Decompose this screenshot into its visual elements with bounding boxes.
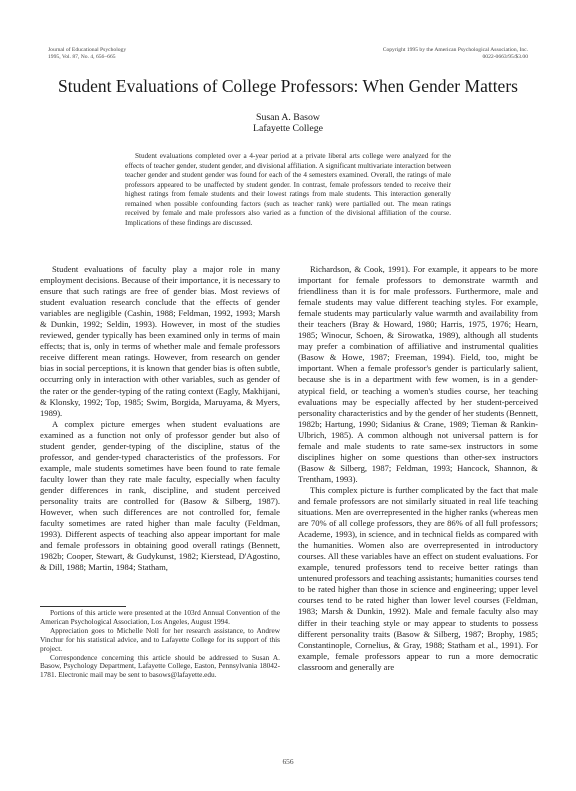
journal-volume: 1995, Vol. 87, No. 4, 656–665	[48, 53, 116, 60]
author-notes	[40, 609, 280, 680]
footnote-rule	[40, 606, 126, 607]
journal-info	[48, 47, 126, 60]
footnote: Correspondence concerning this article should be addressed to Susan A. Basow, Psychology Department, Lafayette College, Easton, Pennsylvania 18042-1781. Electronic mail may be sent to basows@lafayette.edu.	[40, 652, 280, 680]
journal-name: Journal of Educational Psychology	[48, 47, 127, 53]
footnote: Portions of this article were presented at the 103rd Annual Convention of the American Psychological Association, Los Angeles, August 1994.	[40, 608, 280, 626]
copyright-info	[383, 47, 528, 60]
body-paragraph: Student evaluations of faculty play a major role in many employment decisions. Because of their importance, it is necessary to ensure that such ratings are free of gender bias. Most reviews of student evaluation research conclude that the effects of gender variables are negligible (Cashin, 1988; Feldman, 1992, 1993; Marsh & Dunkin, 1992; Seldin, 1993). However, in most of the studies reviewed, gender typically has been examined only in terms of main effects; that is, only in terms of whether male and female professors receive different mean ratings. However, from research on gender bias in social perceptions, it is known that gender bias is often subtle, occurring only in interaction with other variables, such as gender of the rater or the gender-typing of the rating context (Eagly, Makhijani, & Klonsky, 1992; Top, 1985; Swim, Borgida, Maruyama, & Myers, 1989).	[40, 264, 280, 418]
issn-line: 0022-0663/95/$3.00	[482, 53, 528, 60]
abstract	[125, 152, 451, 228]
body-paragraph: Richardson, & Cook, 1991). For example, it appears to be more important for female professors to demonstrate warmth and friendliness than it is for male professors. Furthermore, male and female students may value different teaching styles. For example, female students may particularly value warmth and availability from their teachers (Bray & Howard, 1980; Harris, 1975, 1976; Hearn, 1985; Winocur, Schoen, & Sirowatka, 1989), although all students may prefer a combination of affiliative and instrumental qualities (Basow & Howe, 1987; Freeman, 1994). Field, too, might be important. When a female professor's gender is particularly salient, because she is in a department with few women, is in a gender-atypical field, or teaching a women's studies course, her teaching evaluations may be especially affected by her student-perceived personality characteristics and by the gender of her students (Bennett, 1982b; Hartung, 1990; Sidanius & Crane, 1989; Tieman & Rankin-Ulbrich, 1985). A common although not universal pattern is for female and male students to rate same-sex instructors in some disciplines higher on some questions than other-sex instructors (Basow & Silberg, 1987; Feldman, 1993; Hancock, Shannon, & Trentham, 1993).	[298, 264, 538, 484]
body-column-left	[40, 264, 280, 573]
article-title: Student Evaluations of College Professors: When Gender Matters	[58, 76, 518, 96]
author-affiliation: Lafayette College	[253, 123, 323, 134]
abstract-text: Student evaluations completed over a 4-year period at a private liberal arts college were analyzed for the effects of teacher gender, student gender, and divisional affiliation. A significant multivariate interaction between teacher gender and student gender was found for each of the 4 semesters examined. Overall, the ratings of male professors appeared to be unaffected by student gender. In contrast, female professors tended to receive their highest ratings from female students and their lowest ratings from male students. This interaction generally remained when possible confounding factors (such as teacher rank) were partialled out. The mean ratings received by female and male professors also varied as a function of the divisional affiliation of the course. Implications of these findings are discussed.	[125, 152, 451, 227]
page-number: 656	[282, 757, 294, 766]
body-paragraph: A complex picture emerges when student evaluations are examined as a function not only of professor gender but also of student gender, gender-typing of the discipline, status of the professor, and gender-typed characteristics of the professors. For example, male students sometimes have been found to rate female faculty lower than they rate male faculty, especially when faculty gender differences in rank, discipline, and student perceived personality traits are controlled for (Basow & Silberg, 1987). However, when such differences are not controlled for, female faculty sometimes are rated higher than male faculty (Feldman, 1993). Different aspects of teaching also appear important for male and female professors in obtaining good overall ratings (Bennett, 1982b; Cooper, Stewart, & Gudykunst, 1982; Kierstead, D'Agostino, & Dill, 1988; Martin, 1984; Statham,	[40, 418, 280, 573]
author-name: Susan A. Basow	[256, 112, 320, 123]
copyright-line: Copyright 1995 by the American Psychological Association, Inc.	[382, 47, 528, 53]
body-column-right	[298, 264, 538, 673]
body-paragraph: This complex picture is further complicated by the fact that male and female professors are not similarly situated in real life teaching situations. Men are overrepresented in the higher ranks (whereas men are 70% of all college professors, they are 86% of all full professors; Academe, 1993), in science, and in technical fields as compared with the humanities. Women also are overrepresented in introductory courses. All these variables have an effect on student evaluations. For example, tenured professors tend to receive better ratings than untenured professors and teaching assistants; humanities courses tend to be rated higher than those in science and engineering; upper level courses tend to be rated higher than lower level courses (Feldman, 1983; Marsh & Dunkin, 1992). Male and female faculty also may differ in their teaching style or may appear to students to possess different personality traits (Basow & Silberg, 1987; Brophy, 1985; Constantinople, Cornelius, & Gray, 1988; Statham et al., 1991). For example, female professors appear to run a more democratic classroom and generally are	[298, 484, 538, 672]
footnote: Appreciation goes to Michelle Noll for her research assistance, to Andrew Vinchur for his statistical advice, and to Lafayette College for its support of this project.	[40, 625, 280, 653]
